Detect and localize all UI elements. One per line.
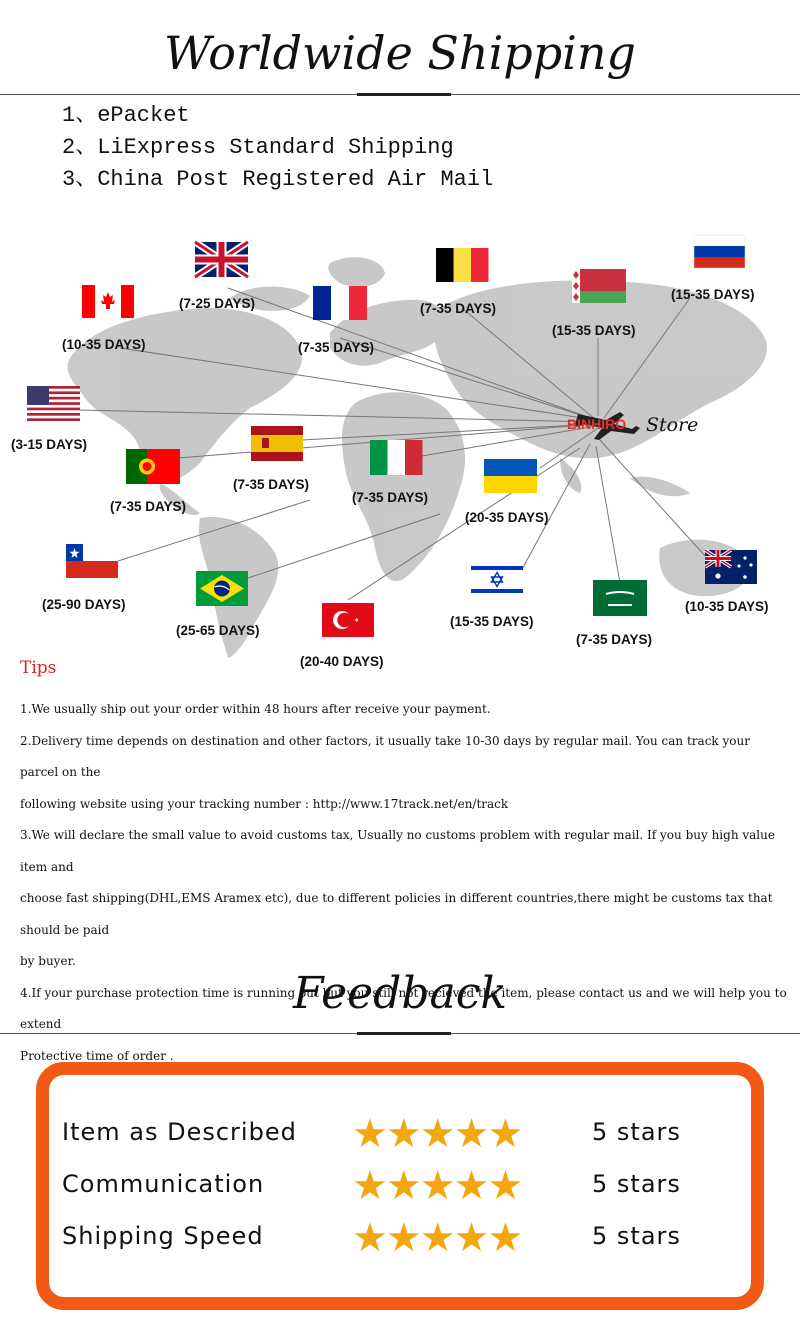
- russia-flag: [694, 235, 745, 268]
- chile-days-label: (25-90 DAYS): [42, 597, 126, 612]
- rating-value: 5 stars: [592, 1118, 681, 1146]
- rating-row-shipping-speed: [62, 1216, 722, 1262]
- star-rating-icons: ★★★★★: [352, 1164, 522, 1208]
- turkey-days-label: (20-40 DAYS): [300, 654, 384, 669]
- shipping-method-item: 2、LiExpress Standard Shipping: [62, 135, 454, 160]
- italy-days-label: (7-35 DAYS): [352, 490, 429, 505]
- shipping-title: Worldwide Shipping: [164, 26, 636, 80]
- australia-flag: [705, 550, 757, 584]
- tips-line: 3.We will declare the small value to avoid customs tax, Usually no customs problem with regular mail. If you buy high value item and: [20, 828, 775, 874]
- turkey-flag: [322, 603, 374, 637]
- brazil-flag: [196, 571, 248, 606]
- canada-days-label: (10-35 DAYS): [62, 337, 146, 352]
- usa-days-label: (3-15 DAYS): [11, 437, 88, 452]
- usa-flag: [27, 386, 80, 421]
- france-days-label: (7-35 DAYS): [298, 340, 375, 355]
- tips-line: Protective time of order .: [20, 1048, 174, 1063]
- australia-days-label: (10-35 DAYS): [685, 599, 769, 614]
- tips-line: by buyer.: [20, 954, 76, 968]
- belgium-days-label: (7-35 DAYS): [420, 301, 497, 316]
- tips-line: 2.Delivery time depends on destination and other factors, it usually take 10-30 days by regular mail. You can track your parcel on the: [20, 733, 750, 779]
- tips-line: 4.If your purchase protection time is running out but you still not recieved the item, please contact us and we will help you to extend: [20, 985, 787, 1031]
- rating-value: 5 stars: [592, 1170, 681, 1198]
- tips-line: 1.We usually ship out your order within 48 hours after receive your payment.: [20, 702, 491, 716]
- tips-title: Tips: [20, 658, 57, 678]
- spain-flag: [251, 426, 303, 461]
- brazil-days-label: (25-65 DAYS): [176, 623, 260, 638]
- rating-label: Shipping Speed: [62, 1222, 264, 1250]
- canada-flag: [82, 285, 134, 318]
- israel-days-label: (15-35 DAYS): [450, 614, 534, 629]
- saudi-flag: [593, 580, 647, 616]
- feedback-title: Feedback: [292, 968, 508, 1019]
- feedback-divider-accent: [357, 1032, 451, 1035]
- saudi-days-label: (7-35 DAYS): [576, 632, 653, 647]
- uk-days-label: (7-25 DAYS): [179, 296, 256, 311]
- ukraine-days-label: (20-35 DAYS): [465, 510, 549, 525]
- rating-label: Communication: [62, 1170, 265, 1198]
- belarus-flag: [572, 269, 626, 303]
- belgium-flag: [436, 248, 489, 282]
- ukraine-flag: [484, 459, 537, 493]
- portugal-flag: [126, 449, 180, 484]
- spain-days-label: (7-35 DAYS): [233, 477, 310, 492]
- france-flag: [313, 286, 367, 320]
- star-rating-icons: ★★★★★: [352, 1216, 522, 1260]
- shipping-method-item: 1、ePacket: [62, 103, 190, 128]
- star-rating-icons: ★★★★★: [352, 1112, 522, 1156]
- rating-value: 5 stars: [592, 1222, 681, 1250]
- israel-flag: [471, 562, 523, 597]
- rating-label: Item as Described: [62, 1118, 297, 1146]
- rating-row-item-described: [62, 1112, 722, 1158]
- shipping-divider-accent: [357, 93, 451, 96]
- russia-days-label: (15-35 DAYS): [671, 287, 755, 302]
- rating-row-communication: [62, 1164, 722, 1210]
- italy-flag: [370, 440, 423, 475]
- shipping-method-item: 3、China Post Registered Air Mail: [62, 167, 494, 192]
- store-suffix-text: Store: [646, 414, 699, 436]
- shipping-methods-list: [62, 100, 493, 196]
- store-brand-text: BINHIRO: [567, 416, 627, 432]
- chile-flag: [66, 544, 118, 578]
- tips-line: choose fast shipping(DHL,EMS Aramex etc), due to different policies in different countries,there might be customs tax that should be paid: [20, 891, 773, 937]
- portugal-days-label: (7-35 DAYS): [110, 499, 187, 514]
- belarus-days-label: (15-35 DAYS): [552, 323, 636, 338]
- tips-line: following website using your tracking number : http://www.17track.net/en/track: [20, 796, 509, 811]
- uk-flag: [195, 242, 248, 277]
